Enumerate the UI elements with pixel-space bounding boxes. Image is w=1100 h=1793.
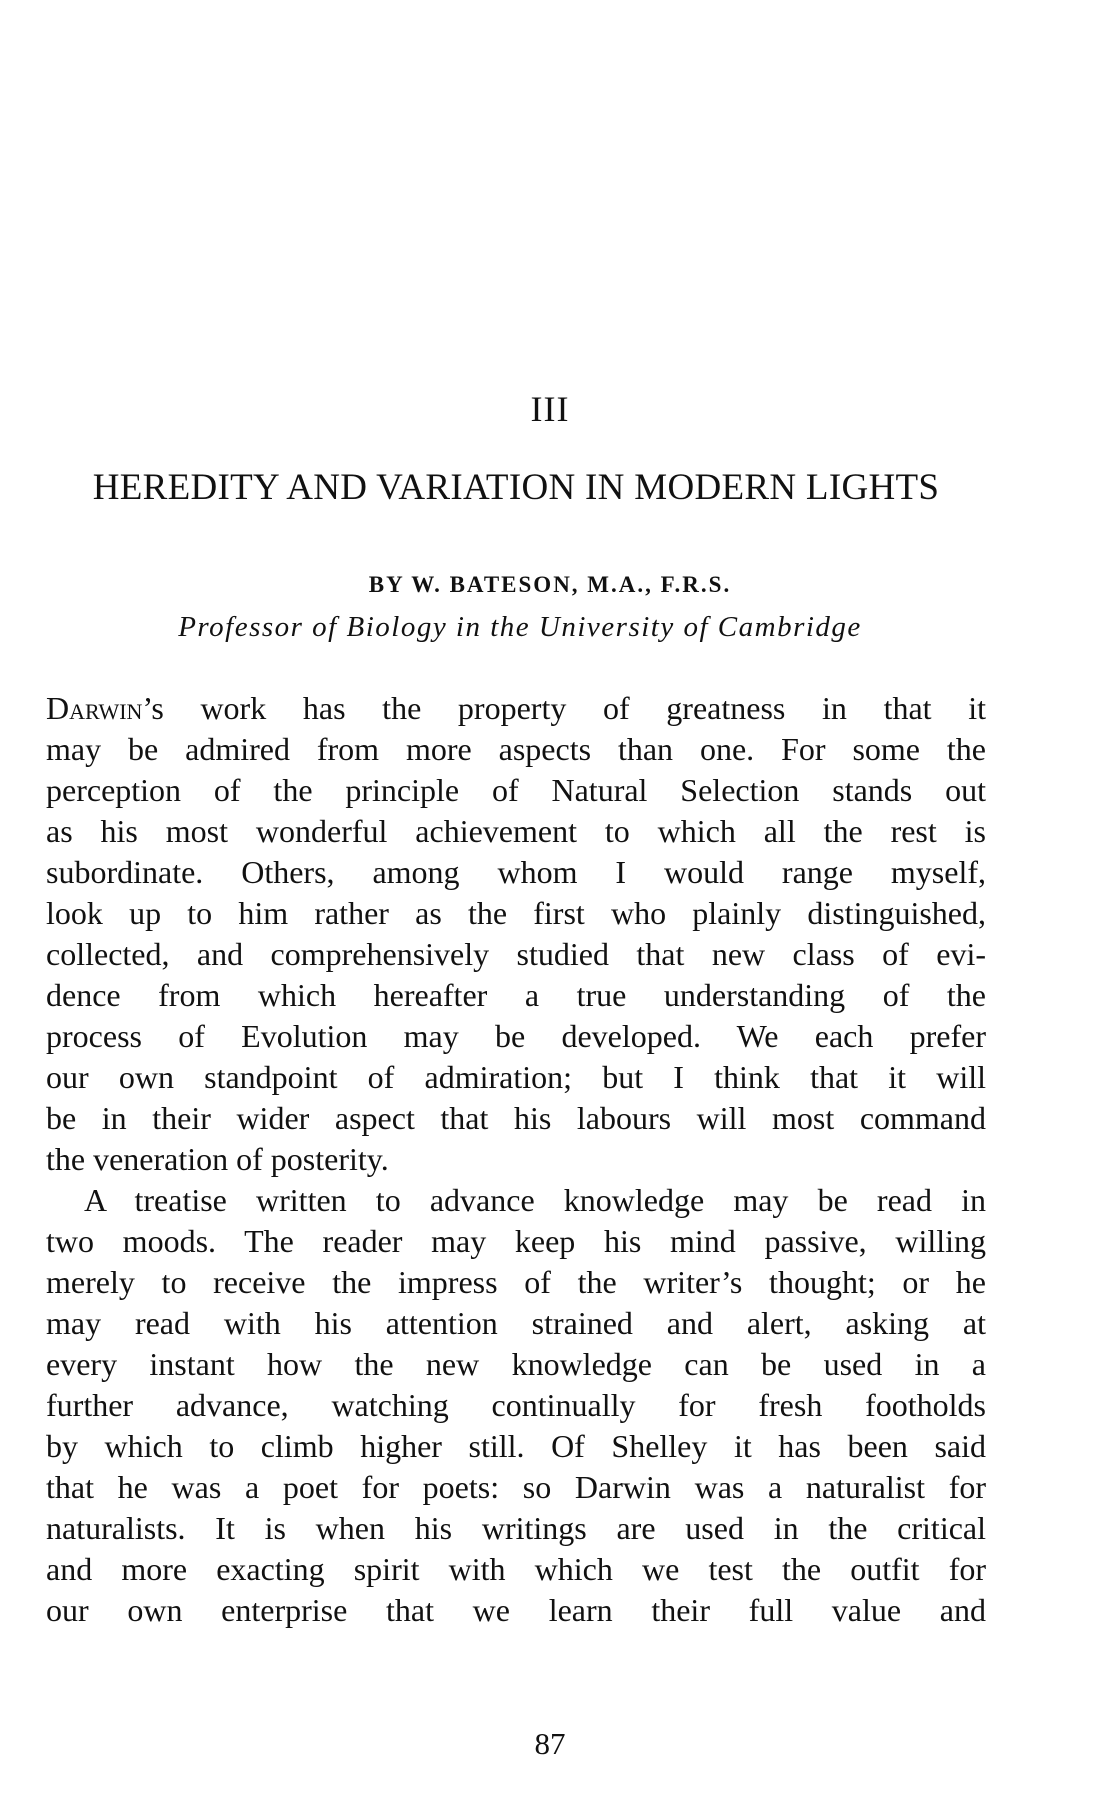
text-line: our own standpoint of admiration; but I think that it will	[46, 1059, 986, 1095]
text-line: be in their wider aspect that his labours will most command	[46, 1100, 986, 1136]
text-line: may read with his attention strained and alert, asking at	[46, 1305, 986, 1341]
text-line: that he was a poet for poets: so Darwin was a naturalist for	[46, 1469, 986, 1505]
text-line: A treatise written to advance knowledge may be read in	[84, 1182, 986, 1218]
text-line: collected, and comprehensively studied that new class of evi-	[46, 936, 986, 972]
text-line: dence from which hereafter a true understanding of the	[46, 977, 986, 1013]
text-line: by which to climb higher still. Of Shelley it has been said	[46, 1428, 986, 1464]
text-line: merely to receive the impress of the writer’s thought; or he	[46, 1264, 986, 1300]
body-text	[46, 688, 986, 1631]
text-line: the veneration of posterity.	[46, 1141, 389, 1177]
author-affiliation: Professor of Biology in the University of Cambridge	[178, 611, 862, 643]
text-line: our own enterprise that we learn their full value and	[46, 1592, 986, 1628]
text-line: naturalists. It is when his writings are used in the critical	[46, 1510, 986, 1546]
text-line: may be admired from more aspects than one. For some the	[46, 731, 986, 767]
text-line: two moods. The reader may keep his mind passive, willing	[46, 1223, 986, 1259]
page-number: 87	[534, 1726, 566, 1761]
text-line: further advance, watching continually for fresh footholds	[46, 1387, 986, 1423]
text-line: process of Evolution may be developed. We each prefer	[46, 1018, 986, 1054]
chapter-number: III	[530, 389, 570, 429]
text-line: subordinate. Others, among whom I would range myself,	[46, 854, 986, 890]
text-line: and more exacting spirit with which we test the outfit for	[46, 1551, 986, 1587]
text-line: every instant how the new knowledge can be used in a	[46, 1346, 986, 1382]
lead-smallcaps: Darwin	[46, 690, 143, 726]
chapter-title: HEREDITY AND VARIATION IN MODERN LIGHTS	[92, 467, 940, 508]
author-byline: BY W. BATESON, M.A., F.R.S.	[368, 572, 732, 597]
text-line: look up to him rather as the first who plainly distinguished,	[46, 895, 986, 931]
text-line: as his most wonderful achievement to which all the rest is	[46, 813, 986, 849]
text-line: Darwin’s work has the property of greatness in that it	[46, 690, 986, 726]
text-line: perception of the principle of Natural Selection stands out	[46, 772, 986, 808]
